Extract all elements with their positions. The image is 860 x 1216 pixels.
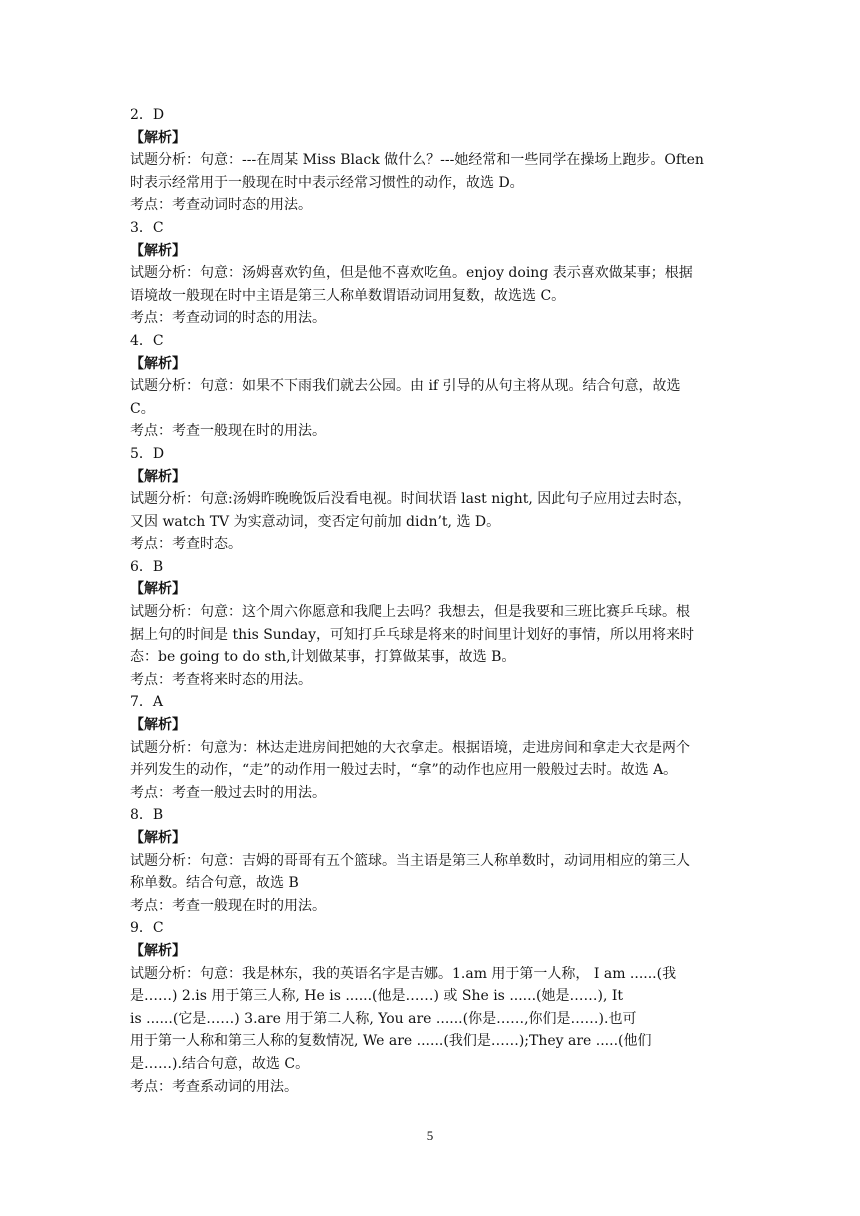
analysis-text-line: 试题分析：句意：吉姆的哥哥有五个篮球。当主语是第三人称单数时，动词用相应的第三人 <box>130 852 690 869</box>
analysis-heading: 【解析】 <box>130 242 186 259</box>
analysis-heading: 【解析】 <box>130 355 186 372</box>
answer-label: 9．C <box>130 920 164 937</box>
analysis-text-line: 试题分析：句意：---在周某 Miss Black 做什么？---她经常和一些同学在操场上跑步。Often <box>130 152 704 169</box>
analysis-text-line: 时表示经常用于一般现在时中表示经常习惯性的动作，故选 D。 <box>130 174 524 191</box>
test-point-line: 考点：考查系动词的用法。 <box>130 1078 298 1095</box>
test-point-line: 考点：考查动词时态的用法。 <box>130 197 312 214</box>
question-item <box>130 804 760 917</box>
analysis-text-line: is ......(它是……) 3.are 用于第二人称, You are ......(你是……,你们是……).也可 <box>130 1010 637 1027</box>
analysis-text-line: 试题分析：句意为：林达走进房间把她的大衣拿走。根据语境，走进房间和拿走大衣是两个 <box>130 739 690 756</box>
test-point-line: 考点：考查一般过去时的用法。 <box>130 784 326 801</box>
question-item <box>130 917 760 1098</box>
analysis-text-line: 态：be going to do sth,计划做某事，打算做某事，故选 B。 <box>130 649 516 666</box>
question-item <box>130 443 760 556</box>
analysis-text-line: 并列发生的动作，“走”的动作用一般过去时，“拿”的动作也应用一般般过去时。故选 A。 <box>130 762 678 779</box>
analysis-text-line: 试题分析：句意：如果不下雨我们就去公园。由 if 引导的从句主将从现。结合句意，故选 <box>130 378 681 395</box>
answer-explanations <box>130 104 760 1098</box>
answer-label: 2．D <box>130 107 165 123</box>
analysis-heading: 【解析】 <box>130 468 186 485</box>
answer-label: 4．C <box>130 332 164 349</box>
analysis-text-line: 试题分析：句意：我是林东，我的英语名字是吉娜。1.am 用于第一人称， I am ......(我 <box>130 965 677 982</box>
analysis-text-line: 用于第一人称和第三人称的复数情况, We are ......(我们是……);They are .....(他们 <box>130 1033 652 1050</box>
test-point-line: 考点：考查时态。 <box>130 536 242 553</box>
analysis-text-line: 是……).结合句意，故选 C。 <box>130 1055 310 1072</box>
analysis-text-line: 据上句的时间是 this Sunday，可知打乒乓球是将来的时间里计划好的事情，所以用将来时 <box>130 626 695 643</box>
test-point-line: 考点：考查一般现在时的用法。 <box>130 897 326 914</box>
analysis-text-line: 试题分析：句意：汤姆喜欢钓鱼，但是他不喜欢吃鱼。enjoy doing 表示喜欢做某事；根据 <box>130 265 693 282</box>
question-item <box>130 556 760 692</box>
analysis-text-line: 称单数。结合句意，故选 B <box>130 875 299 892</box>
analysis-text-line: 试题分析：句意:汤姆昨晚晚饭后没看电视。时间状语 last night, 因此句子应用过去时态， <box>130 491 692 508</box>
analysis-text-line: C。 <box>130 400 155 417</box>
analysis-heading: 【解析】 <box>130 581 186 598</box>
question-item <box>130 104 760 217</box>
page-number: 5 <box>426 1128 434 1143</box>
answer-label: 5．D <box>130 445 165 462</box>
test-point-line: 考点：考查一般现在时的用法。 <box>130 423 326 440</box>
analysis-heading: 【解析】 <box>130 129 186 146</box>
analysis-text-line: 是……) 2.is 用于第三人称, He is ......(他是……) 或 She is ......(她是……), It <box>130 988 624 1005</box>
answer-label: 3．C <box>130 219 164 236</box>
question-item <box>130 691 760 804</box>
test-point-line: 考点：考查将来时态的用法。 <box>130 671 312 688</box>
test-point-line: 考点：考查动词的时态的用法。 <box>130 310 326 327</box>
analysis-heading: 【解析】 <box>130 717 186 734</box>
analysis-text-line: 又因 watch TV 为实意动词，变否定句前加 didn’t, 选 D。 <box>130 513 501 530</box>
analysis-heading: 【解析】 <box>130 830 186 846</box>
answer-label: 7．A <box>130 694 164 711</box>
answer-label: 8．B <box>130 807 164 824</box>
answer-label: 6．B <box>130 558 164 575</box>
analysis-text-line: 试题分析：句意：这个周六你愿意和我爬上去吗？我想去，但是我要和三班比赛乒乓球。根 <box>130 604 690 621</box>
question-item <box>130 217 760 330</box>
question-item <box>130 330 760 443</box>
analysis-text-line: 语境故一般现在时中主语是第三人称单数谓语动词用复数，故选选 C。 <box>130 287 566 304</box>
analysis-heading: 【解析】 <box>130 942 186 959</box>
